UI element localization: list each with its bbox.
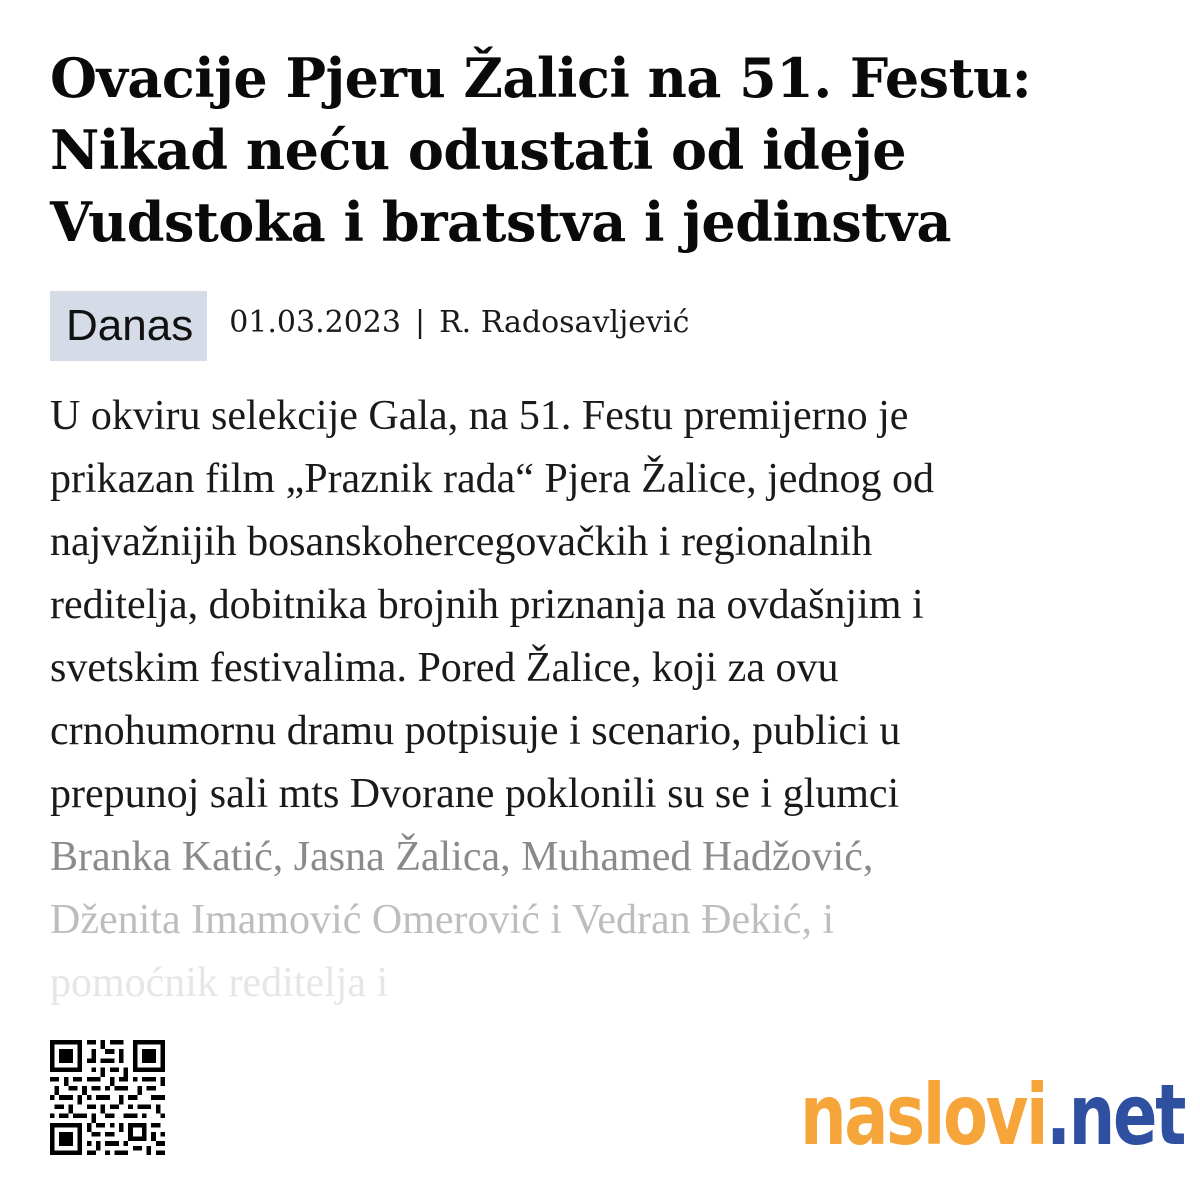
author-name: R. Radosavljević bbox=[439, 305, 690, 340]
naslovi-logo[interactable] bbox=[800, 1060, 1185, 1170]
meta-separator: | bbox=[414, 305, 426, 340]
date-author-line bbox=[229, 305, 689, 340]
qr-code-icon[interactable] bbox=[50, 1040, 165, 1155]
publish-date: 01.03.2023 bbox=[229, 305, 401, 340]
article-body bbox=[50, 385, 1160, 1015]
logo-domain-text: .net bbox=[1046, 1066, 1185, 1164]
article-headline: Ovacije Pjeru Žalici na 51. Festu: Nikad neću odustati od ideje Vudstoka i bratstva i jedinstva bbox=[50, 46, 1032, 254]
logo-main-text: naslovi bbox=[800, 1066, 1047, 1164]
article-line: reditelja, dobitnika brojnih priznanja na ovdašnjim i bbox=[50, 582, 924, 628]
article-line-faded: Dženita Imamović Omerović i Vedran Đekić, i bbox=[50, 897, 835, 943]
article-line: svetskim festivalima. Pored Žalice, koji za ovu bbox=[50, 645, 839, 691]
source-badge[interactable]: Danas bbox=[50, 291, 207, 361]
article-line-faded: pomoćnik reditelja i bbox=[50, 960, 389, 1006]
article-line: prikazan film „Praznik rada“ Pjera Žalice, jednog od bbox=[50, 456, 934, 502]
article-line: najvažnijih bosanskohercegovačkih i regionalnih bbox=[50, 519, 873, 565]
article-line: U okviru selekcije Gala, na 51. Festu premijerno je bbox=[50, 393, 909, 439]
article-line: prepunoj sali mts Dvorane poklonili su se i glumci bbox=[50, 771, 900, 817]
article-line-faded: Branka Katić, Jasna Žalica, Muhamed Hadžović, bbox=[50, 834, 874, 880]
article-meta bbox=[50, 291, 689, 361]
article-line: crnohumornu dramu potpisuje i scenario, publici u bbox=[50, 708, 901, 754]
